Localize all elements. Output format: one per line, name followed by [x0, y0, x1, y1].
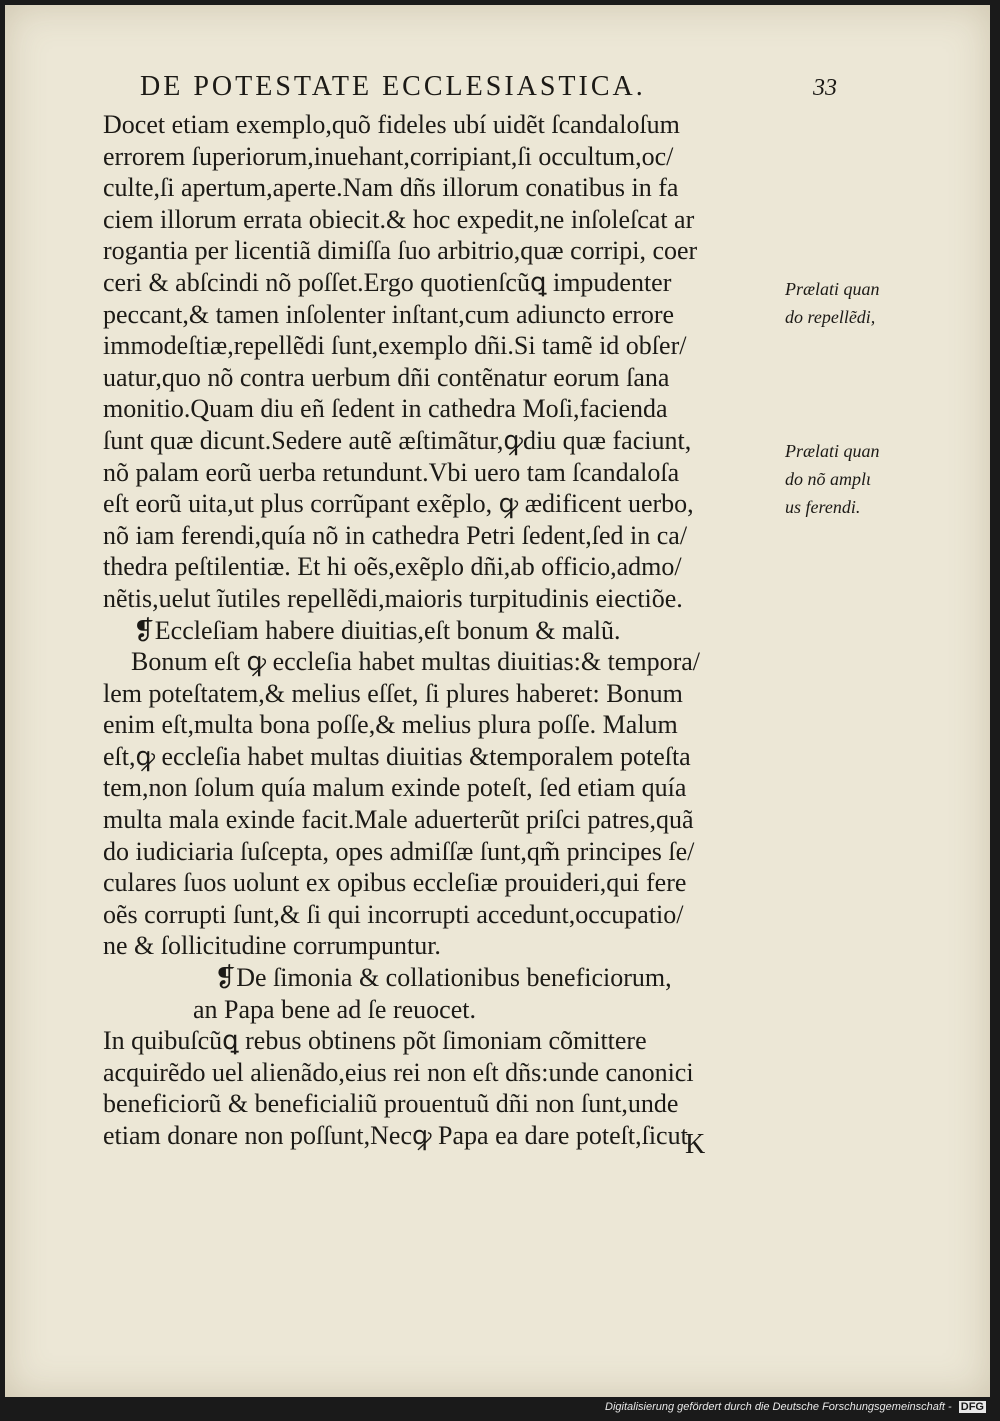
text-line: eſt eorũ uita,ut plus corrũpant exẽplo, ꝙ ædificent uerbo, [103, 489, 694, 519]
text-line: ſunt quæ dicunt.Sedere autẽ æſtimãtur,ꝙdiu quæ faciunt, [103, 425, 692, 455]
text-line: nõ iam ferendi,quía nõ in cathedra Petri ſedent,ſed in ca/ [103, 520, 688, 550]
marginal-note-line: do repellẽdi, [785, 307, 876, 327]
marginal-note-line: do nõ amplι [785, 469, 872, 489]
book-page [5, 5, 990, 1397]
text-line: uatur,quo nõ contra uerbum dñi contẽnatur eorum ſana [103, 362, 670, 392]
text-line: ciem illorum errata obiecit.& hoc expedit,ne inſoleſcat ar [103, 204, 695, 234]
text-line: culares ſuos uolunt ex opibus eccleſiæ prouideri,qui fere [103, 868, 687, 898]
text-line: eſt,ꝙ eccleſia habet multas diuitias &temporalem poteſta [103, 741, 691, 771]
text-line: Docet etiam exemplo,quõ fideles ubí uidẽt ſcandaloſum [103, 110, 680, 139]
running-title: DE POTESTATE ECCLESIASTICA. [140, 71, 646, 102]
text-line: Bonum eſt ꝙ eccleſia habet multas diuitias:& tempora/ [131, 647, 700, 677]
text-line: immodeſtiæ,repellẽdi ſunt,exemplo dñi.Si tamẽ id obſer/ [103, 331, 687, 361]
marginal-note-repellendi [785, 275, 915, 331]
folio-number: 33 [813, 75, 837, 101]
dfg-logo: DFG [960, 1401, 984, 1413]
text-line: tem,non ſolum quía malum exinde poteſt, ſed etiam quía [103, 773, 687, 803]
section-heading-simonia-cont: an Papa bene ad ſe reuocet. [193, 994, 476, 1024]
credit-text: Digitalisierung gefördert durch die Deutsche Forschungsgemeinschaft - [605, 1401, 952, 1413]
text-line: oẽs corrupti ſunt,& ſi qui incorrupti accedunt,occupatio/ [103, 899, 684, 929]
text-line: thedra peſtilentiæ. Et hi oẽs,exẽplo dñi,ab officio,admo/ [103, 552, 682, 582]
marginal-note-line: us ferendi. [785, 497, 861, 517]
signature-mark: K [685, 1129, 706, 1160]
text-line: ne & ſollicitudine corrumpuntur. [103, 931, 441, 961]
text-line: etiam donare non poſſunt,Necꝙ Papa ea dare poteſt,ſicut [103, 1121, 688, 1150]
text-line: multa mala exinde facit.Male aduerterũt priſci patres,quã [103, 805, 694, 835]
text-line: errorem ſuperiorum,inuehant,corripiant,ſi occultum,oc/ [103, 141, 674, 171]
text-line: culte,ſi apertum,aperte.Nam dñs illorum conatibus in fa [103, 173, 679, 203]
text-line: peccant,& tamen inſolenter inſtant,cum adiuncto errore [103, 299, 675, 329]
text-line: acquirẽdo uel alienãdo,eius rei non eſt dñs:unde canonici [103, 1057, 694, 1087]
marginal-note-line: Prælati quan [785, 279, 880, 299]
text-line: enim eſt,multa bona poſſe,& melius plura poſſe. Malum [103, 710, 678, 740]
text-line: nõ palam eorũ uerba retundunt.Vbi uero tam ſcandaloſa [103, 457, 680, 487]
marginal-note-ferendi [785, 437, 915, 521]
section-heading-diuitias: ❡Eccleſiam habere diuitias,eſt bonum & malũ. [133, 615, 621, 645]
digitization-credit [605, 1401, 986, 1413]
text-line: monitio.Quam diu eñ ſedent in cathedra Moſi,facienda [103, 394, 668, 424]
text-line: beneficiorũ & beneficialiũ prouentuũ dñi non ſunt,unde [103, 1089, 679, 1119]
text-line: In quibuſcũꝗ rebus obtinens põt ſimoniam cõmittere [103, 1026, 647, 1056]
main-text-block [103, 109, 783, 1152]
text-line: rogantia per licentiã dimiſſa ſuo arbitrio,quæ corripi, coer [103, 236, 698, 266]
section-heading-simonia: ❡De ſimonia & collationibus beneficiorum, [214, 963, 672, 993]
marginal-note-line: Prælati quan [785, 441, 880, 461]
text-line: nẽtis,uelut ĩutiles repellẽdi,maioris turpitudinis eiectiõe. [103, 583, 683, 613]
text-line: do iudiciaria ſuſcepta, opes admiſſæ ſunt,qm̃ principes ſe/ [103, 836, 695, 866]
text-line: ceri & abſcindi nõ poſſet.Ergo quotienſcũꝗ impudenter [103, 267, 672, 297]
text-line: lem poteſtatem,& melius eſſet, ſi plures haberet: Bonum [103, 678, 683, 708]
